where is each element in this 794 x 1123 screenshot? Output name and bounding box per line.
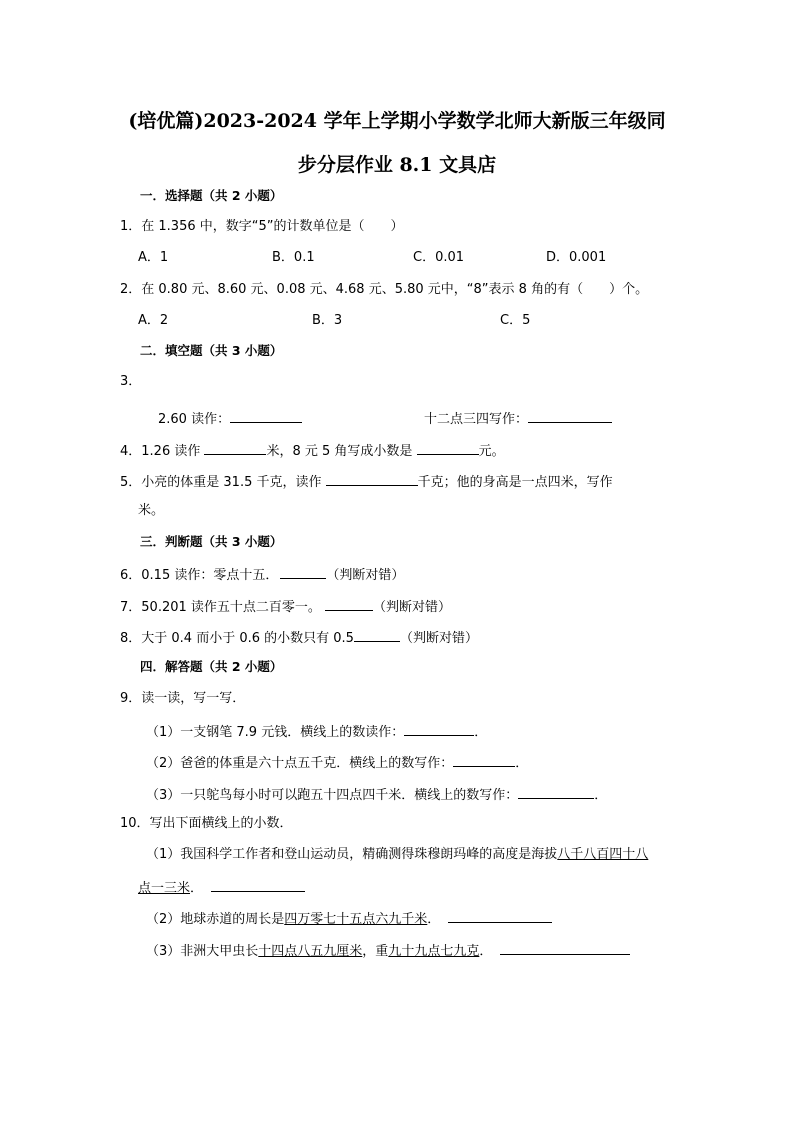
underlined-value: 四万零七十五点六九千米 [284, 912, 428, 927]
period: ． [190, 881, 204, 896]
section-heading: 三．判断题（共 3 小题） [140, 534, 283, 549]
question-2-option-a: A．2 [138, 313, 169, 328]
question-1-option-b: B．0.1 [272, 250, 315, 265]
question-9-part-2-text: （2）爸爸的体重是六十点五千克．横线上的数写作： [146, 756, 454, 771]
question-9-part-3 [146, 784, 607, 805]
question-2-option-b: B．3 [312, 313, 343, 328]
underlined-value: 十四点八五九厘米 [258, 944, 363, 959]
question-6-suffix: （判断对错） [326, 568, 405, 583]
answer-blank[interactable] [448, 908, 552, 923]
period: ． [594, 788, 608, 803]
answer-blank[interactable] [211, 877, 305, 892]
question-3-number: 3． [120, 374, 142, 389]
title-line-2: 步分层作业 8.1 文具店 [297, 154, 497, 176]
question-4-text-c: 元。 [478, 444, 505, 459]
question-1-option-c: C．0.01 [413, 250, 465, 265]
section-heading: 二．填空题（共 3 小题） [140, 343, 283, 358]
answer-blank[interactable] [280, 564, 326, 579]
question-3-left-label: 2.60 读作： [158, 412, 231, 427]
answer-blank[interactable] [326, 471, 418, 486]
title-line-1: (培优篇)2023-2024 学年上学期小学数学北师大新版三年级同 [128, 110, 666, 132]
question-10-part-1 [146, 846, 648, 864]
question-4-text-b: 米，8 元 5 角写成小数是 [266, 444, 417, 459]
underlined-value: 点一三米 [138, 881, 191, 896]
question-6 [120, 564, 404, 585]
question-10-part-3 [146, 940, 630, 961]
question-7 [120, 596, 451, 617]
question-3-right [424, 408, 612, 429]
question-4 [120, 440, 505, 461]
question-2-option-c: C．5 [500, 313, 531, 328]
question-9-part-1-text: （1）一支钢笔 7.9 元钱．横线上的数读作： [146, 725, 405, 740]
period: ． [474, 725, 488, 740]
question-9-part-2 [146, 752, 528, 773]
answer-blank[interactable] [528, 408, 612, 423]
answer-blank[interactable] [518, 784, 594, 799]
question-9-part-1 [146, 721, 487, 742]
question-1-option-d: D．0.001 [546, 250, 607, 265]
period: ． [515, 756, 529, 771]
question-10-part-3-text-b: ，重 [362, 944, 389, 959]
question-5 [120, 471, 613, 492]
question-10-part-2 [146, 908, 552, 929]
question-2-stem: 2．在 0.80 元、8.60 元、0.08 元、4.68 元、5.80 元中，“8”表示 8 角的有（ ）个。 [120, 282, 649, 297]
question-7-suffix: （判断对错） [373, 600, 452, 615]
question-8-suffix: （判断对错） [399, 631, 478, 646]
question-9-part-3-text: （3）一只鸵鸟每小时可以跑五十四点四千米．横线上的数写作： [146, 788, 519, 803]
answer-blank[interactable] [404, 721, 474, 736]
period: ． [479, 944, 493, 959]
question-5-text-a: 5．小亮的体重是 31.5 千克，读作 [120, 475, 326, 490]
underlined-value: 八千八百四十八 [557, 847, 649, 862]
question-4-text-a: 4．1.26 读作 [120, 444, 205, 459]
answer-blank[interactable] [417, 440, 479, 455]
question-10-stem: 10．写出下面横线上的小数． [120, 816, 293, 831]
question-10-part-1-continued [138, 877, 305, 898]
section-heading: 一．选择题（共 2 小题） [140, 188, 283, 203]
question-6-text: 6．0.15 读作：零点十五． [120, 568, 279, 583]
answer-blank[interactable] [453, 752, 515, 767]
answer-blank[interactable] [325, 596, 373, 611]
period: ． [427, 912, 441, 927]
underlined-value: 九十九点七九克 [388, 944, 480, 959]
question-8 [120, 627, 478, 648]
question-1-option-a: A．1 [138, 250, 169, 265]
question-10-part-1-text: （1）我国科学工作者和登山运动员，精确测得珠穆朗玛峰的高度是海拔 [146, 847, 558, 862]
question-8-text: 8．大于 0.4 而小于 0.6 的小数只有 0.5 [120, 631, 354, 646]
question-5-continued: 米。 [138, 503, 165, 518]
answer-blank[interactable] [500, 940, 630, 955]
question-3-left [158, 408, 302, 429]
question-7-text: 7．50.201 读作五十点二百零一。 [120, 600, 326, 615]
question-3-right-label: 十二点三四写作： [424, 412, 529, 427]
question-10-part-3-text: （3）非洲大甲虫长 [146, 944, 259, 959]
section-heading: 四．解答题（共 2 小题） [140, 659, 283, 674]
question-1-stem: 1．在 1.356 中，数字“5”的计数单位是（ ） [120, 219, 404, 234]
question-9-stem: 9．读一读，写一写． [120, 691, 246, 706]
answer-blank[interactable] [204, 440, 266, 455]
question-5-text-b: 千克；他的身高是一点四米，写作 [417, 475, 613, 490]
answer-blank[interactable] [354, 627, 400, 642]
answer-blank[interactable] [230, 408, 302, 423]
question-10-part-2-text: （2）地球赤道的周长是 [146, 912, 285, 927]
